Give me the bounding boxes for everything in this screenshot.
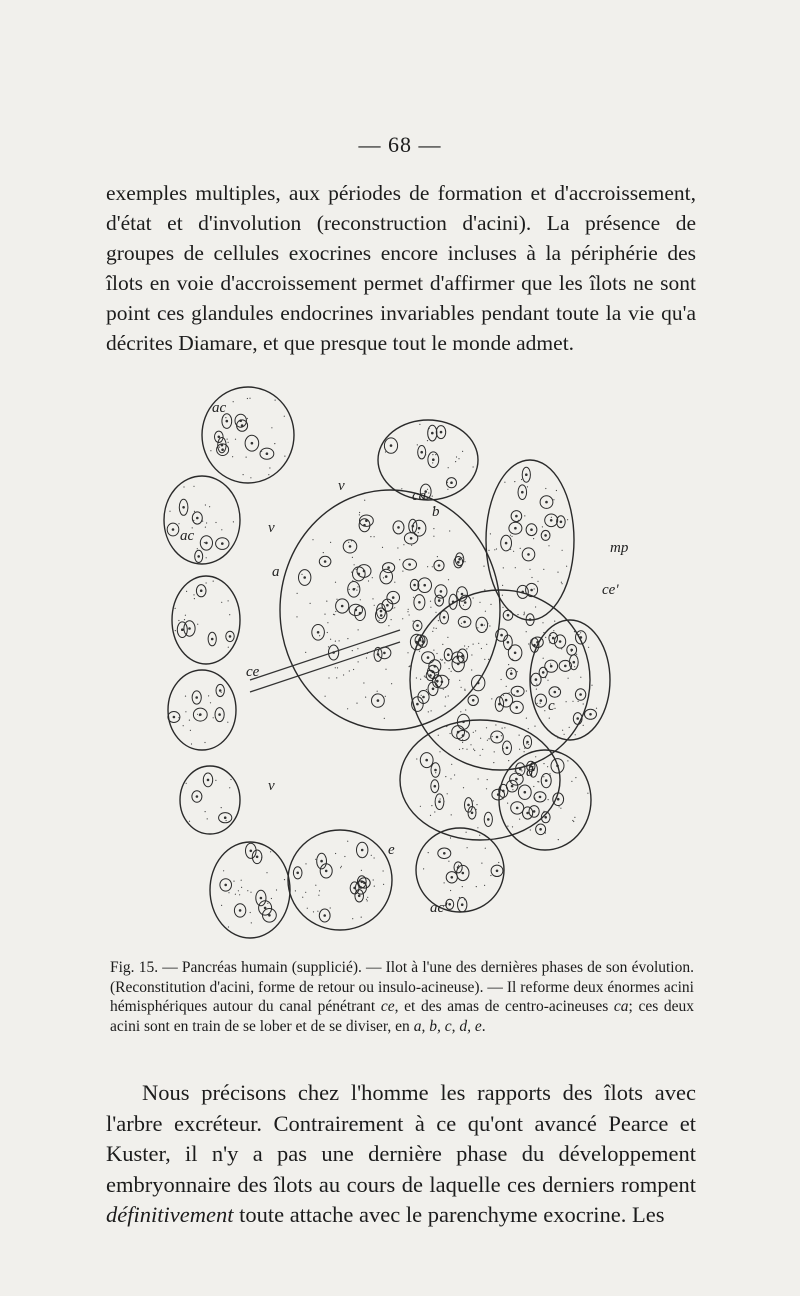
- caption-text-2: , et des amas de centro-acineuses: [394, 998, 614, 1015]
- caption-term-abcde: a, b, c, d, e: [413, 1017, 482, 1035]
- caption-text-4: .: [481, 1017, 486, 1035]
- pancreas-islet-illustration: [150, 380, 629, 950]
- caption-fig-label: Fig. 15.: [110, 959, 159, 976]
- label-a: a: [272, 564, 280, 580]
- label-v3: v: [268, 778, 275, 794]
- paragraph-2-emphasis: définitivement: [106, 1202, 234, 1227]
- paragraph-2-text-1: Nous précisons chez l'homme les rapports des îlots avec l'arbre excréteur. Contrairement à ce qu'ont avancé Pearce et Kuster, il n'y a pas une dernière phase du développement embryonnaire des îlots au cours de laquelle ces derniers rompent: [106, 1080, 696, 1197]
- figure-caption: [110, 958, 694, 1036]
- label-ac-top: ac: [212, 400, 227, 416]
- label-e: e: [388, 842, 395, 858]
- cell-drawing: [164, 387, 610, 938]
- label-c: c: [548, 698, 555, 714]
- paragraph-1: exemples multiples, aux périodes de formation et d'accroissement, d'état et d'involution (reconstruction d'acini). La présence de groupes de cellules exocrines encore incluses à la périphérie des îlots en voie d'accroissement permet d'affirmer que les îlots ne sont point ces glandules endocrines invariables pendant toute la vie qu'a décrites Diamare, et que presque tout le monde admet.: [106, 181, 696, 355]
- page-number: — 68 —: [358, 132, 442, 157]
- caption-term-ce: ce: [380, 998, 395, 1015]
- paragraph-2-text-2: toute attache avec le parenchyme exocrine. Les: [233, 1202, 665, 1227]
- label-mp: mp: [610, 540, 629, 556]
- label-v2: v: [268, 520, 275, 536]
- label-v1: v: [338, 478, 345, 494]
- label-ce-right: ce': [602, 582, 619, 598]
- label-b: b: [432, 504, 440, 520]
- label-ce: ce: [246, 664, 260, 680]
- label-d: d: [526, 764, 534, 780]
- label-ac-left: ac: [180, 528, 195, 544]
- caption-text-3: ; ces deux acini sont en train de se lober et de se diviser, en: [110, 998, 694, 1035]
- paragraph-2: [106, 1078, 696, 1231]
- caption-term-ca: ca: [613, 998, 629, 1015]
- caption-text-1: — Pancréas humain (supplicié). — Ilot à l'une des dernières phases de son évolution. (Reconstitution d'acini, forme de retour ou insulo-acineuse). — Il reforme deux énormes acini hémisphériques autour du canal pénétrant: [110, 959, 694, 1015]
- label-ca: ca: [412, 488, 427, 504]
- label-ac-bottom: ac': [430, 900, 448, 916]
- histology-figure: [150, 380, 629, 950]
